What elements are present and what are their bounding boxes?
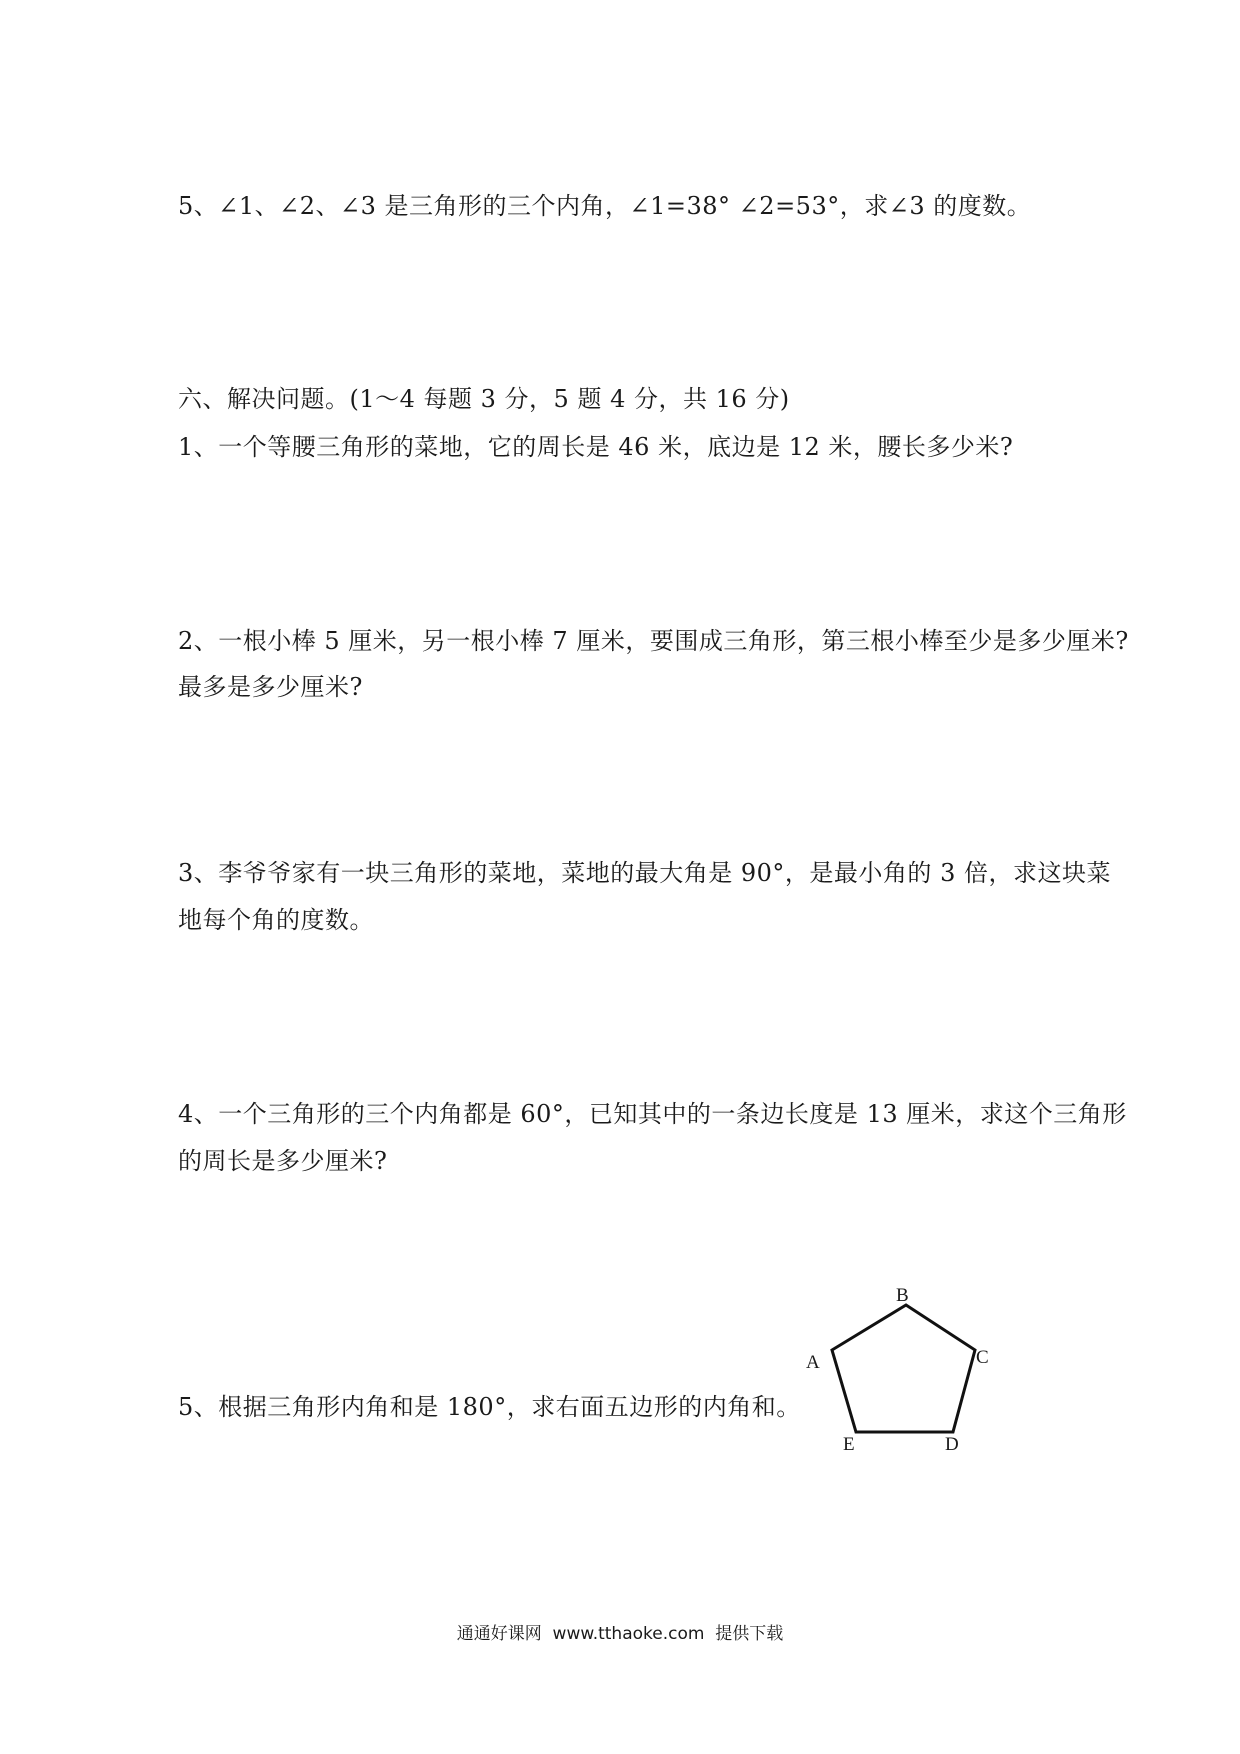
vertex-label-c: C xyxy=(976,1347,989,1368)
problem-2-line-2: 最多是多少厘米? xyxy=(178,673,363,701)
section-6-title: 六、解决问题。(1～4 每题 3 分，5 题 4 分，共 16 分) xyxy=(178,385,790,413)
problem-1: 1、一个等腰三角形的菜地，它的周长是 46 米，底边是 12 米，腰长多少米? xyxy=(178,433,1014,461)
vertex-label-d: D xyxy=(945,1434,959,1455)
problem-3-line-2: 地每个角的度数。 xyxy=(178,906,374,934)
problem-5: 5、根据三角形内角和是 180°，求右面五边形的内角和。 xyxy=(178,1393,801,1421)
pentagon-outline xyxy=(832,1305,975,1432)
vertex-label-b: B xyxy=(896,1285,909,1306)
problem-3-line-1: 3、李爷爷家有一块三角形的菜地，菜地的最大角是 90°，是最小角的 3 倍，求这块菜 xyxy=(178,859,1111,887)
vertex-label-a: A xyxy=(806,1352,820,1373)
question-angle-3: 5、∠1、∠2、∠3 是三角形的三个内角，∠1=38° ∠2=53°，求∠3 的度数。 xyxy=(178,192,1032,220)
problem-2-line-1: 2、一根小棒 5 厘米，另一根小棒 7 厘米，要围成三角形，第三根小棒至少是多少厘米? xyxy=(178,627,1129,655)
vertex-label-e: E xyxy=(843,1434,855,1455)
footer-source: 通通好课网 www.tthaoke.com 提供下载 xyxy=(456,1624,784,1644)
problem-4-line-1: 4、一个三角形的三个内角都是 60°，已知其中的一条边长度是 13 厘米，求这个三角形 xyxy=(178,1100,1127,1128)
problem-4-line-2: 的周长是多少厘米? xyxy=(178,1147,388,1175)
